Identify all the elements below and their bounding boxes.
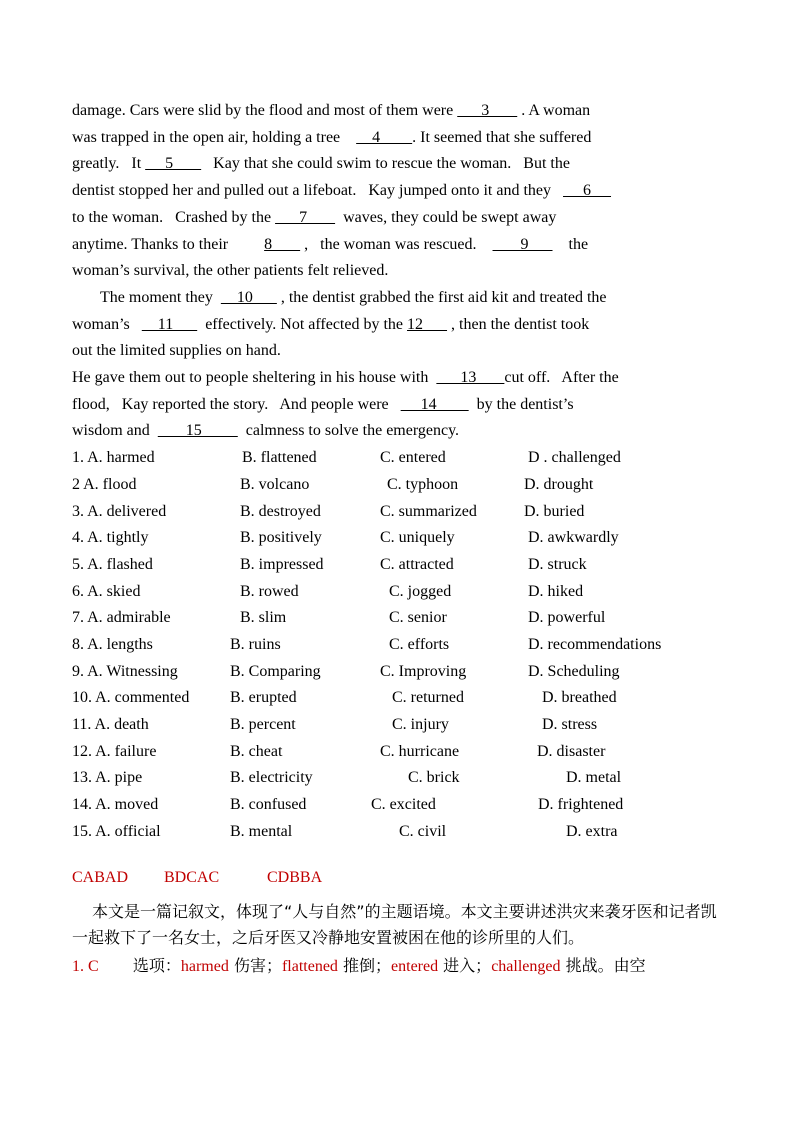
analysis-word: harmed xyxy=(180,958,229,976)
option-d: D. Scheduling xyxy=(528,662,620,680)
passage-text: to the woman. Crashed by the xyxy=(72,208,276,226)
option-b: B. rowed xyxy=(240,582,299,600)
passage-text: woman’s survival, the other patients felt relieved. xyxy=(72,262,389,280)
analysis-gloss: 挑战。由空 xyxy=(560,956,646,976)
option-c: C. typhoon xyxy=(387,475,459,493)
option-b: B. Comparing xyxy=(230,662,321,680)
analysis-item-1 xyxy=(72,953,722,980)
option-b: B. destroyed xyxy=(240,502,321,520)
option-d: D. struck xyxy=(528,555,587,573)
passage-text: the xyxy=(552,235,589,253)
blank: 4 xyxy=(356,128,413,146)
passage-text: The moment they xyxy=(100,288,221,306)
analysis-gloss: 推倒； xyxy=(337,956,392,976)
option-row xyxy=(72,819,722,846)
option-row xyxy=(72,765,722,792)
option-d: D. stress xyxy=(542,716,598,734)
option-a: 15. A. official xyxy=(72,822,161,840)
option-c: C. senior xyxy=(389,609,447,627)
passage-line xyxy=(72,125,722,152)
passage-line xyxy=(72,98,722,125)
option-c: C. efforts xyxy=(389,635,450,653)
option-d: D . challenged xyxy=(528,449,621,467)
option-c: C. brick xyxy=(408,769,460,787)
option-d: D. drought xyxy=(524,475,594,493)
option-d: D. frightened xyxy=(538,796,624,814)
passage-text: anytime. Thanks to their xyxy=(72,235,265,253)
passage-text: out the limited supplies on hand. xyxy=(72,342,281,360)
paragraph-2 xyxy=(72,285,722,445)
passage-text: was trapped in the open air, holding a tree xyxy=(72,128,357,146)
blank: 11 xyxy=(141,315,198,333)
option-c: C. uniquely xyxy=(380,529,455,547)
answer-group-1: CABAD xyxy=(72,869,129,887)
passage-line xyxy=(72,365,722,392)
document-page xyxy=(72,98,722,980)
passage-text: effectively. Not affected by the xyxy=(197,315,408,333)
passage-line xyxy=(72,205,722,232)
passage-text: dentist stopped her and pulled out a lifeboat. Kay jumped onto it and they xyxy=(72,182,564,200)
passage-text: by the dentist’s xyxy=(468,395,574,413)
option-a: 4. A. tightly xyxy=(72,529,149,547)
option-d: D. powerful xyxy=(528,609,606,627)
option-row xyxy=(72,632,722,659)
passage-text: cut off. After the xyxy=(504,369,619,387)
passage-line xyxy=(72,312,722,339)
option-d: D. disaster xyxy=(537,742,606,760)
passage-text: . A woman xyxy=(517,102,591,119)
passage xyxy=(72,98,722,445)
option-c: C. entered xyxy=(380,449,446,467)
passage-line xyxy=(72,232,722,259)
analysis-word: challenged xyxy=(491,958,561,976)
passage-text: He gave them out to people sheltering in his house with xyxy=(72,369,437,387)
blank: 10 xyxy=(220,288,277,306)
blank: 3 xyxy=(457,102,518,119)
passage-line xyxy=(72,178,722,205)
option-d: D. awkwardly xyxy=(528,529,619,547)
passage-line xyxy=(72,258,722,285)
option-c: C. civil xyxy=(399,822,447,840)
option-row xyxy=(72,685,722,712)
option-d: D. extra xyxy=(566,822,618,840)
passage-text: damage. Cars were slid by the flood and most of them were xyxy=(72,102,458,119)
analysis-gloss: 进入； xyxy=(438,956,492,976)
answer-group-3: CDBBA xyxy=(267,869,323,887)
passage-text: Kay that she could swim to rescue the woman. But the xyxy=(201,155,570,173)
option-c: C. summarized xyxy=(380,502,477,520)
option-row xyxy=(72,579,722,606)
option-row xyxy=(72,445,722,472)
analysis-item-label: 选项： xyxy=(132,956,181,976)
option-b: B. percent xyxy=(230,716,296,734)
option-b: B. mental xyxy=(230,822,293,840)
option-a: 7. A. admirable xyxy=(72,609,171,627)
analysis-summary: 本文是一篇记叙文，体现了“人与自然”的主题语境。本文主要讲述洪灾来袭牙医和记者凯一起救下了一名女士，之后牙医又冷静地安置被困在他的诊所里的人们。 xyxy=(72,902,717,948)
blank: 6 xyxy=(563,182,612,200)
option-row xyxy=(72,739,722,766)
passage-text: . It seemed that she suffered xyxy=(412,128,592,146)
option-a: 3. A. delivered xyxy=(72,502,167,520)
option-a: 1. A. harmed xyxy=(72,449,155,467)
option-c: C. Improving xyxy=(380,662,467,680)
option-c: C. returned xyxy=(392,689,464,707)
option-row xyxy=(72,552,722,579)
passage-text: greatly. It xyxy=(72,155,146,173)
option-row xyxy=(72,605,722,632)
option-row xyxy=(72,525,722,552)
blank: 7 xyxy=(275,208,336,226)
passage-text: , the dentist grabbed the first aid kit and treated the xyxy=(276,288,607,306)
blank: 15 xyxy=(157,422,238,440)
blank: 9 xyxy=(492,235,553,253)
blank: 8 xyxy=(264,235,301,253)
option-b: B. erupted xyxy=(230,689,297,707)
option-d: D. recommendations xyxy=(528,635,662,653)
option-b: B. positively xyxy=(240,529,322,547)
passage-text: calmness to solve the emergency. xyxy=(237,422,460,440)
option-b: B. impressed xyxy=(240,555,324,573)
passage-line xyxy=(72,338,722,365)
option-row xyxy=(72,712,722,739)
analysis-word: flattened xyxy=(281,958,338,976)
option-c: C. excited xyxy=(371,796,436,814)
option-d: D. buried xyxy=(524,502,585,520)
option-row xyxy=(72,659,722,686)
option-row xyxy=(72,499,722,526)
passage-text: woman’s xyxy=(72,315,142,333)
paragraph-1 xyxy=(72,98,722,285)
option-b: B. electricity xyxy=(230,769,313,787)
option-c: C. hurricane xyxy=(380,742,460,760)
option-a: 9. A. Witnessing xyxy=(72,662,178,680)
option-b: B. flattened xyxy=(242,449,317,467)
passage-line xyxy=(72,285,722,312)
answer-group-2: BDCAC xyxy=(164,869,220,887)
passage-text: , then the dentist took xyxy=(447,315,590,333)
analysis-item-number: 1. C xyxy=(72,958,99,976)
option-c: C. injury xyxy=(392,716,449,734)
passage-text: waves, they could be swept away xyxy=(335,208,557,226)
option-a: 2 A. flood xyxy=(72,475,137,493)
option-c: C. attracted xyxy=(380,555,454,573)
blank: 5 xyxy=(145,155,202,173)
option-c: C. jogged xyxy=(389,582,452,600)
passage-line xyxy=(72,418,722,445)
option-a: 11. A. death xyxy=(72,716,149,734)
passage-text: wisdom and xyxy=(72,422,158,440)
option-d: D. breathed xyxy=(542,689,617,707)
option-b: B. slim xyxy=(240,609,287,627)
option-b: B. confused xyxy=(230,796,307,814)
option-a: 5. A. flashed xyxy=(72,555,153,573)
blank: 12 xyxy=(407,315,448,333)
option-b: B. volcano xyxy=(240,475,310,493)
passage-line xyxy=(72,151,722,178)
option-a: 14. A. moved xyxy=(72,796,159,814)
option-b: B. cheat xyxy=(230,742,283,760)
option-d: D. hiked xyxy=(528,582,584,600)
analysis-gloss: 伤害； xyxy=(228,956,282,976)
option-row xyxy=(72,472,722,499)
answer-key xyxy=(72,867,722,889)
option-d: D. metal xyxy=(566,769,622,787)
blank: 14 xyxy=(400,395,469,413)
passage-line xyxy=(72,392,722,419)
option-b: B. ruins xyxy=(230,635,281,653)
passage-text: flood, Kay reported the story. And people were xyxy=(72,395,401,413)
option-a: 6. A. skied xyxy=(72,582,141,600)
option-a: 10. A. commented xyxy=(72,689,190,707)
option-a: 13. A. pipe xyxy=(72,769,143,787)
option-a: 12. A. failure xyxy=(72,742,157,760)
blank: 13 xyxy=(436,369,505,387)
option-a: 8. A. lengths xyxy=(72,635,153,653)
passage-text: , the woman was rescued. xyxy=(300,235,493,253)
analysis-word: entered xyxy=(391,958,439,976)
options-list xyxy=(72,445,722,845)
option-row xyxy=(72,792,722,819)
